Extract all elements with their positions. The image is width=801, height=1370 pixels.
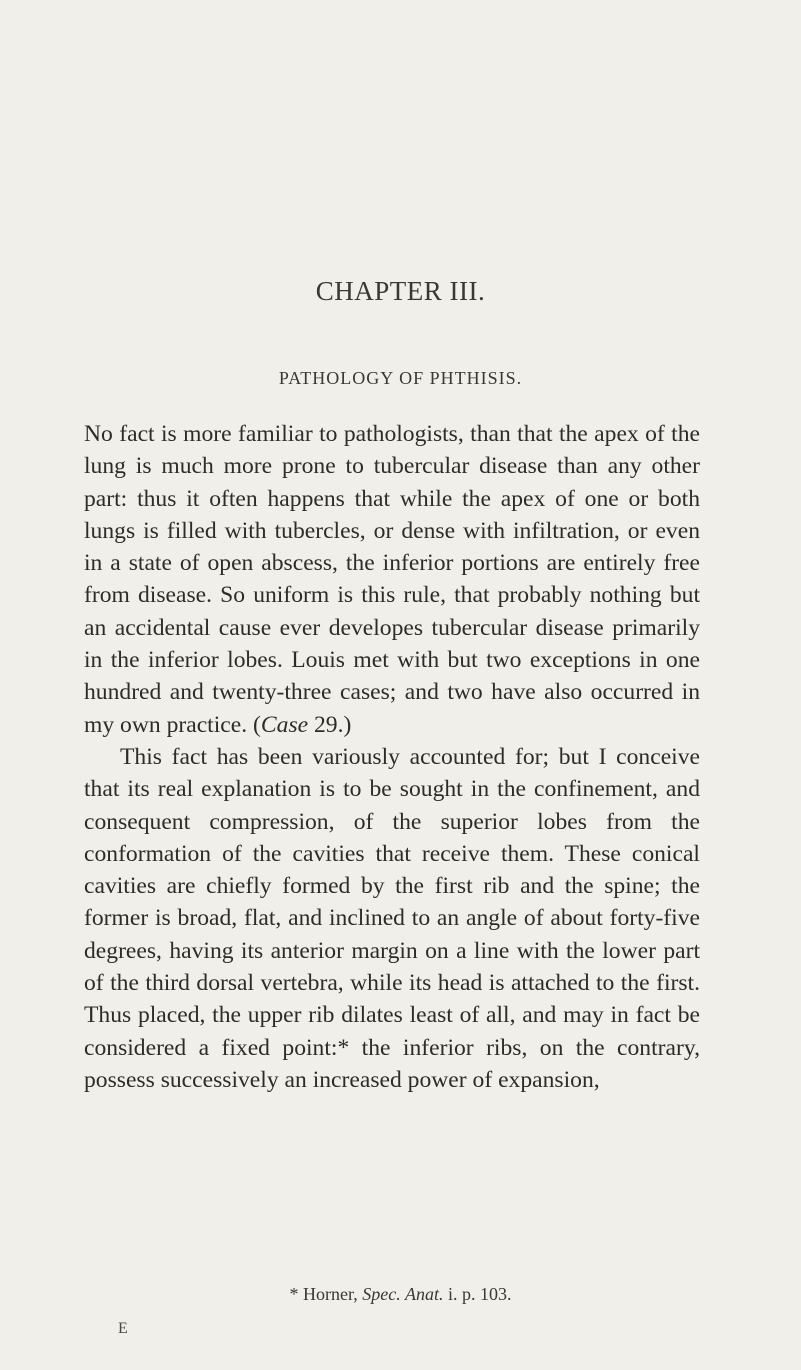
paragraph-2-text-a: This fact has been variously accounted for; but I conceive that its real explanation is to be sought in the confinement, and consequent compression, of the superior lobes from the conformation of the cavities that receive them. These conical cavities are chiefly formed by the first rib and the spine; the former is broad, flat, and inclined to an angle of about forty-five degrees, having its anterior margin on a line with the lower part of the third dorsal vertebra, while its head is attached to the first. Thus placed, the upper rib dilates least of all, and may in fact be considered a fixed point:* — [84, 743, 700, 1061]
case-reference-number: 29.) — [308, 711, 352, 738]
paragraph-2-text-b: the inferior ribs, on the contrary, possess successively an increased power of expansion, — [84, 1034, 700, 1093]
footnote-source: Spec. Anat. — [362, 1284, 444, 1304]
footnote — [0, 1284, 801, 1305]
paragraph-1-text: No fact is more familiar to pathologists, than that the apex of the lung is much more prone to tubercular disease than any other part: thus it often happens that while the apex of one or both lungs is filled with tubercles, or dense with infiltration, or even in a state of open abscess, the inferior portions are entirely free from disease. So uniform is this rule, that probably nothing but an accidental cause ever developes tubercular disease primarily in the inferior lobes. Louis met with but two exceptions in one hundred and twenty-three cases; and two have also occurred in my own practice. — [84, 421, 700, 738]
case-reference-label: Case — [260, 711, 309, 738]
chapter-title: CHAPTER III. — [315, 276, 486, 306]
case-reference-open: ( — [253, 711, 261, 738]
paragraph-2 — [84, 741, 700, 1096]
footnote-marker: * Horner, — [289, 1284, 363, 1304]
paragraph-1 — [84, 418, 700, 741]
body-text — [84, 418, 700, 1096]
footnote-location: i. p. 103. — [443, 1284, 512, 1304]
signature-mark: E — [118, 1320, 128, 1337]
section-title: PATHOLOGY OF PHTHISIS. — [278, 368, 523, 388]
